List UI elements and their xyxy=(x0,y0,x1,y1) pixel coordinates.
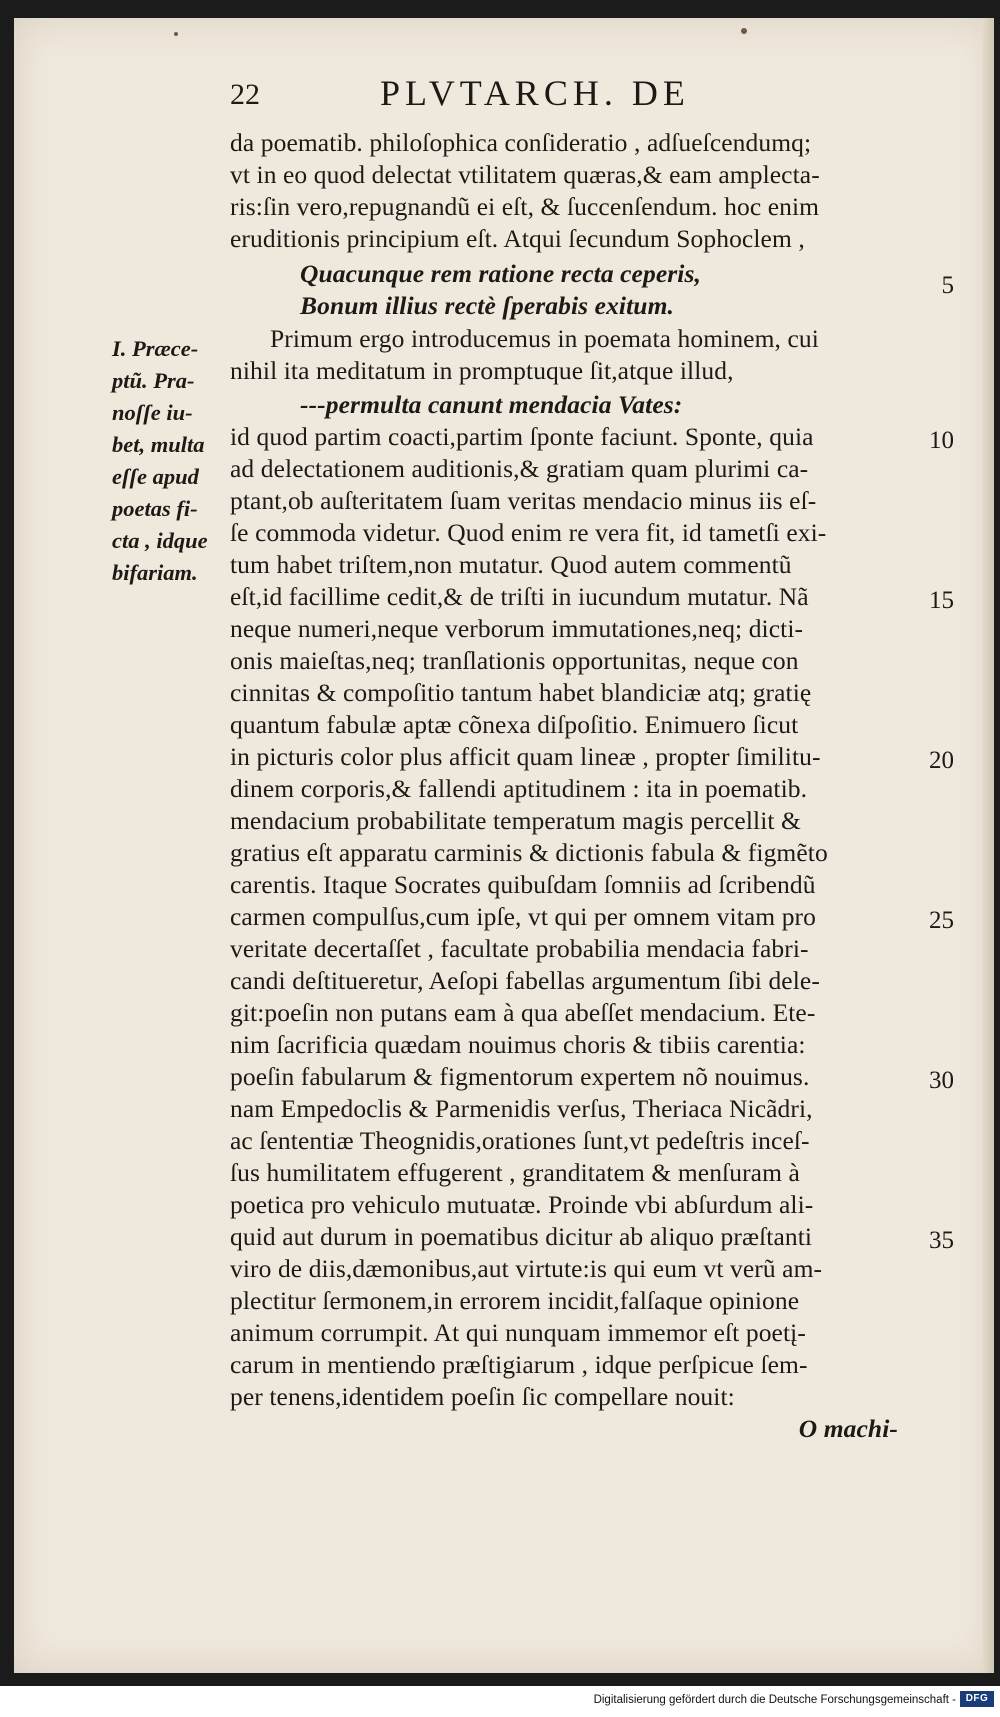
marginal-note-line: poetas fi- xyxy=(112,496,198,521)
text-line: nihil ita meditatum in promptuque ſit,atque illud, xyxy=(230,356,734,385)
text-line: carentis. Itaque Socrates quibuſdam ſomniis ad ſcribendũ xyxy=(230,870,816,899)
text-line: ac ſententiæ Theognidis,orationes ſunt,vt pedeſtris inceſ- xyxy=(230,1126,810,1155)
line-number: 30 xyxy=(929,1067,954,1094)
line-number: 25 xyxy=(929,907,954,934)
marginal-note-line: ptũ. Pra- xyxy=(112,368,195,393)
text-line: poeſin fabularum & figmentorum expertem nõ nouimus. xyxy=(230,1062,810,1091)
text-line: vt in eo quod delectat vtilitatem quæras,& eam amplecta- xyxy=(230,160,820,189)
text-line: carmen compulſus,cum ipſe, vt qui per omnem vitam pro xyxy=(230,902,816,931)
page-edge xyxy=(982,18,994,1673)
text-line: onis maieſtas,neq; tranſlationis opportunitas, neque con xyxy=(230,646,799,675)
text-line: poetica pro vehiculo mutuatæ. Proinde vbi abſurdum ali- xyxy=(230,1190,814,1219)
text-line: eſt,id facillime cedit,& de triſti in iucundum mutatur. Nã xyxy=(230,582,809,611)
page-number: 22 xyxy=(230,78,260,111)
text-line: ſus humilitatem effugerent , granditatem & menſuram à xyxy=(230,1158,800,1187)
verse-line: Quacunque rem ratione recta ceperis, xyxy=(300,259,701,288)
line-number: 20 xyxy=(929,747,954,774)
text-line: plectitur ſermonem,in errorem incidit,falſaque opinione xyxy=(230,1286,800,1315)
text-line: gratius eſt apparatu carminis & dictionis fabula & figmẽto xyxy=(230,838,828,867)
text-line: viro de diis,dæmonibus,aut virtute:is qui eum vt verũ am- xyxy=(230,1254,823,1283)
line-number: 5 xyxy=(941,272,954,299)
text-line: ptant,ob auſteritatem ſuam veritas mendacio minus iis eſ- xyxy=(230,486,817,515)
text-line: per tenens,identidem poeſin ſic compellare nouit: xyxy=(230,1382,735,1411)
text-line: git:poeſin non putans eam à qua abeſſet mendacium. Ete- xyxy=(230,998,816,1027)
running-title: PLVTARCH. DE xyxy=(380,73,690,113)
text-line: ris:ſin vero,repugnandũ ei eſt, & ſuccenſendum. hoc enim xyxy=(230,192,820,221)
marginal-note-line: I. Præce- xyxy=(112,336,199,361)
text-line: nim ſacrificia quædam nouimus choris & tibiis carentia: xyxy=(230,1030,806,1059)
text-line: mendacium probabilitate temperatum magis percellit & xyxy=(230,806,801,835)
text-line: neque numeri,neque verborum immutationes,neq; dicti- xyxy=(230,614,804,643)
text-line: tum habet triſtem,non mutatur. Quod autem commentũ xyxy=(230,550,792,579)
text-line: quantum fabulæ aptæ cõnexa diſpoſitio. Enimuero ſicut xyxy=(230,710,799,739)
marginal-note-line: bet, multa xyxy=(112,432,205,457)
text-line: dinem corporis,& fallendi aptitudinem : ita in poematib. xyxy=(230,774,808,803)
funding-credit: Digitalisierung gefördert durch die Deutsche Forschungsgemeinschaft - xyxy=(593,1694,956,1706)
dfg-logo: DFG xyxy=(960,1691,994,1707)
line-number: 15 xyxy=(929,587,954,614)
text-line: nam Empedoclis & Parmenidis verſus, Theriaca Nicãdri, xyxy=(230,1094,813,1123)
text-line: candi deſtitueretur, Aeſopi fabellas argumentum ſibi dele- xyxy=(230,966,820,995)
verse-line: ---permulta canunt mendacia Vates: xyxy=(300,390,683,419)
digitization-footer xyxy=(0,1686,1000,1717)
marginal-note-line: bifariam. xyxy=(112,560,198,585)
marginal-note-line: cta , idque xyxy=(112,528,208,553)
text-line: in picturis color plus afficit quam lineæ , propter ſimilitu- xyxy=(230,742,821,771)
text-line: ſe commoda videtur. Quod enim re vera fit, id tametſi exi- xyxy=(230,518,827,547)
text-line: Primum ergo introducemus in poemata hominem, cui xyxy=(270,324,819,353)
marginal-note-line: eſſe apud xyxy=(112,464,199,489)
text-line: cinnitas & compoſitio tantum habet blandiciæ atq; gratię xyxy=(230,678,812,707)
text-line: id quod partim coacti,partim ſponte faciunt. Sponte, quia xyxy=(230,422,814,451)
line-number: 35 xyxy=(929,1227,954,1254)
text-line: animum corrumpit. At qui nunquam immemor eſt poetį- xyxy=(230,1318,806,1347)
marginal-note xyxy=(112,333,222,589)
line-number: 10 xyxy=(929,427,954,454)
text-line: quid aut durum in poematibus dicitur ab aliquo præſtanti xyxy=(230,1222,813,1251)
text-line: ad delectationem auditionis,& gratiam quam plurimi ca- xyxy=(230,454,809,483)
text-line: da poematib. philoſophica conſideratio , adſueſcendumq; xyxy=(230,128,812,157)
verse-line: Bonum illius rectè ſperabis exitum. xyxy=(300,291,674,320)
text-line: veritate decertaſſet , facultate probabilia mendacia fabri- xyxy=(230,934,809,963)
text-line: carum in mentiendo præſtigiarum , idque perſpicue ſem- xyxy=(230,1350,808,1379)
catchword: O machi- xyxy=(798,1414,898,1443)
marginal-note-line: noſſe iu- xyxy=(112,400,193,425)
text-line: eruditionis principium eſt. Atqui ſecundum Sophoclem , xyxy=(230,224,805,253)
